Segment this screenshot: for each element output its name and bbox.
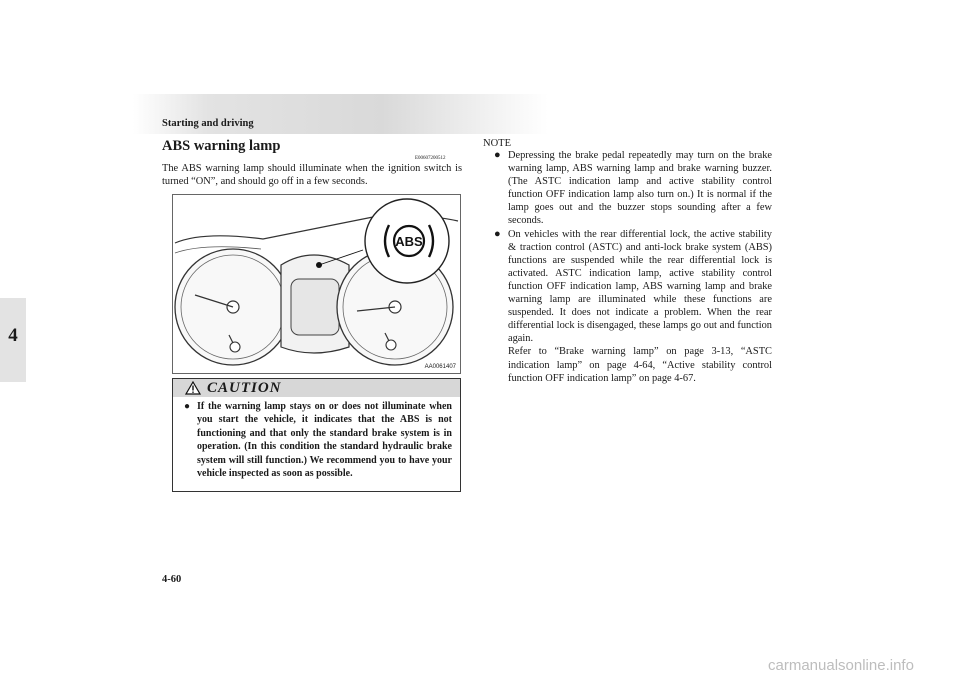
section-title: ABS warning lamp — [162, 138, 281, 154]
instrument-cluster-illustration — [173, 195, 460, 373]
page-number: 4-60 — [162, 574, 182, 585]
note-item — [494, 149, 772, 228]
caution-header — [173, 379, 460, 397]
caution-text — [184, 400, 452, 480]
instrument-cluster-figure — [172, 194, 461, 374]
note-item-text: Depressing the brake pedal repeatedly may turn on the brake warning lamp, ABS warning lamp and brake warning buzzer. (The ASTC indication lamp and active stability control function OFF indication lamp also turn on.) It is normal if the lamp goes out and the buzzer stops sounding after a few seconds. — [508, 150, 772, 227]
note-item-reference: Refer to “Brake warning lamp” on page 3-13, “ASTC indication lamp” on page 4-64, “Active stability control function OFF indication lamp” on page 4-67. — [508, 346, 772, 384]
warning-triangle-icon — [185, 381, 201, 395]
figure-id: AA0061407 — [424, 364, 456, 370]
abs-lamp-label: ABS — [395, 234, 423, 249]
caution-box — [172, 378, 461, 492]
note-label: NOTE — [483, 138, 511, 149]
caution-title: CAUTION — [207, 380, 282, 396]
bullet-icon: ● — [494, 149, 501, 161]
caution-text-body: If the warning lamp stays on or does not illuminate when you start the vehicle, it indicates that the ABS is not functioning and that only the standard brake system is in operation. (In this condition the standard hydraulic brake system will still function.) We recommend you to have your vehicle inspected as soon as possible. — [197, 401, 452, 480]
note-item-text: On vehicles with the rear differential lock, the active stability & traction control (ASTC) and anti-lock brake system (ABS) functions are suspended while the rear differential lock is activated. ASTC indication lamp, active stability control function OFF indication lamp, ABS warning lamp and brake warning lamp are illuminated while these functions are suspended. It does not indicate a problem. When the rear differential lock is disengaged, these lamps go out and function again. — [508, 228, 772, 345]
chapter-number: 4 — [8, 325, 18, 346]
section-intro: The ABS warning lamp should illuminate when the ignition switch is turned “ON”, and should go off in a few seconds. — [162, 163, 462, 187]
bullet-icon: ● — [184, 401, 191, 412]
section-code: E00607200512 — [415, 156, 446, 161]
watermark-link[interactable]: carmanualsonline.info — [768, 657, 914, 674]
note-list — [494, 149, 772, 385]
bullet-icon: ● — [494, 227, 501, 240]
header-title: Starting and driving — [162, 118, 254, 129]
note-item — [494, 228, 772, 385]
